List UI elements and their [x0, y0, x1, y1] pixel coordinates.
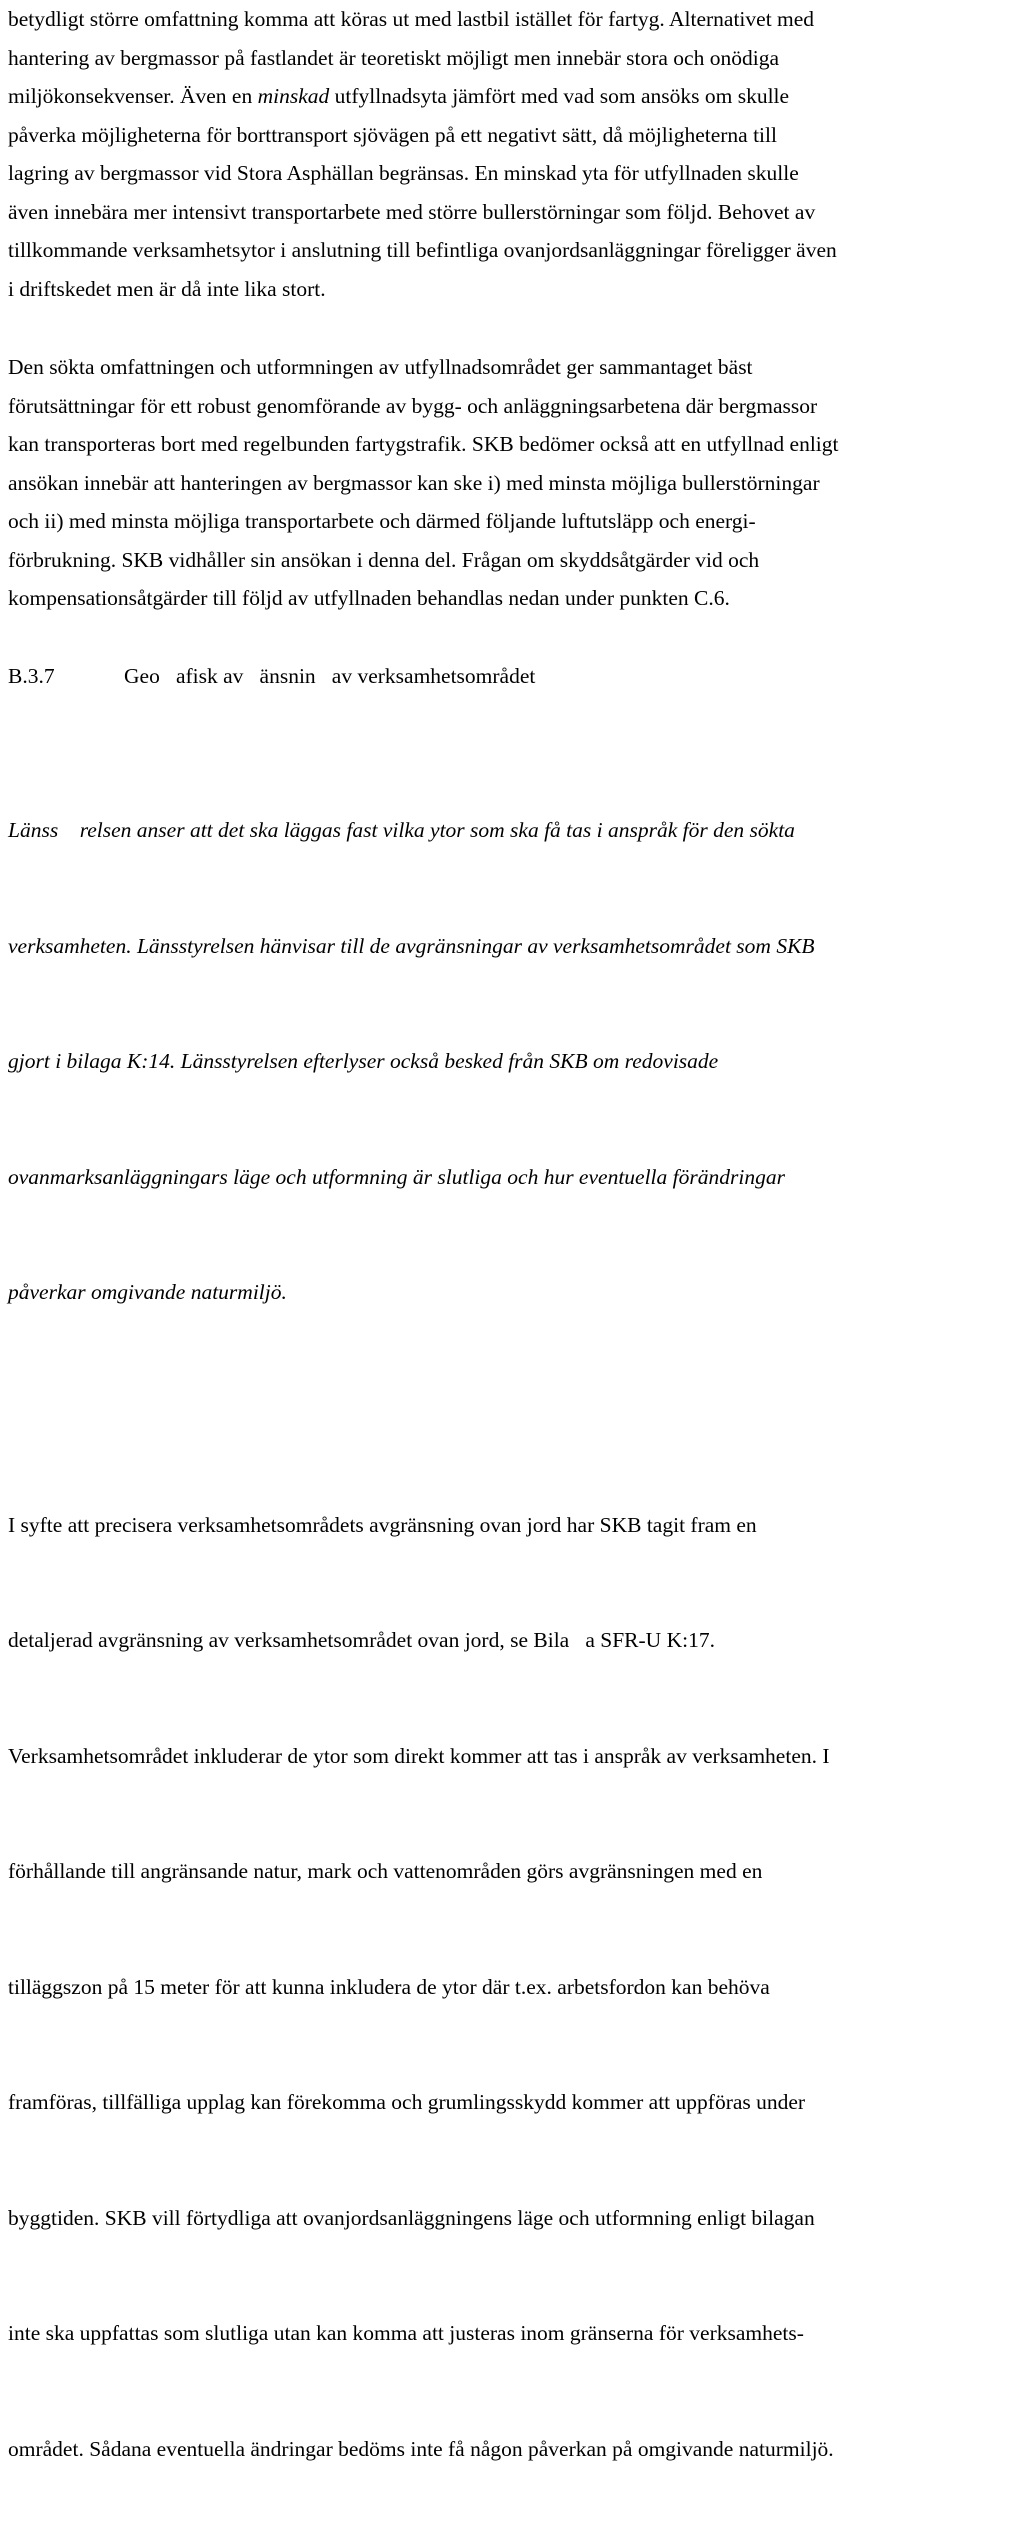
text-line: byggtiden. SKB vill förtydliga att ovanjordsanläggningens läge och utformning enligt bilagan — [8, 2199, 1020, 2238]
emphasis-text: minskad — [258, 84, 330, 108]
paragraph-gap — [8, 1389, 1020, 1429]
text-line: förbrukning. SKB vidhåller sin ansökan i denna del. Frågan om skyddsåtgärder vid och — [8, 541, 1020, 580]
text-line: kompensationsåtgärder till följd av utfyllnaden behandlas nedan under punkten C.6. — [8, 579, 1020, 618]
text-line: framföras, tillfälliga upplag kan förekomma och grumlingsskydd kommer att uppföras under — [8, 2083, 1020, 2122]
paragraph-alternatives — [8, 0, 1020, 308]
text-line: påverka möjligheterna för borttransport sjövägen på ett negativt sätt, då möjligheterna till — [8, 116, 1020, 155]
text-line: Länss relsen anser att det ska läggas fast vilka ytor som ska få tas i anspråk för den sökta — [8, 811, 1020, 850]
section-title: Geo afisk av änsnin av verksamhetsområdet — [124, 657, 535, 696]
text-line — [8, 77, 1020, 116]
text-line: kan transporteras bort med regelbunden fartygstrafik. SKB bedömer också att en utfyllnad enligt — [8, 425, 1020, 464]
text-line: lagring av bergmassor vid Stora Asphällan begränsas. En minskad yta för utfyllnaden skulle — [8, 154, 1020, 193]
text-line: detaljerad avgränsning av verksamhetsområdet ovan jord, se Bila a SFR-U K:17. — [8, 1621, 1020, 1660]
text-line: och ii) med minsta möjliga transportarbete och därmed följande luftutsläpp och energi- — [8, 502, 1020, 541]
text-line: Den sökta omfattningen och utformningen av utfyllnadsområdet ger sammantaget bäst — [8, 348, 1020, 387]
document-page — [8, 0, 1020, 2545]
paragraph-gap — [8, 308, 1020, 348]
text-line: hantering av bergmassor på fastlandet är teoretiskt möjligt men innebär stora och onödiga — [8, 39, 1020, 78]
text-segment: utfyllnadsyta jämfört med vad som ansöks om skulle — [329, 84, 789, 108]
text-line: tillkommande verksamhetsytor i anslutning till befintliga ovanjordsanläggningar föreligger även — [8, 231, 1020, 270]
text-line: Verksamhetsområdet inkluderar de ytor som direkt kommer att tas i anspråk av verksamheten. I — [8, 1737, 1020, 1776]
text-line: förhållande till angränsande natur, mark och vattenområden görs avgränsningen med en — [8, 1852, 1020, 1891]
text-line: förutsättningar för ett robust genomförande av bygg- och anläggningsarbetena där bergmassor — [8, 387, 1020, 426]
text-line: gjort i bilaga K:14. Länsstyrelsen efterlyser också besked från SKB om redovisade — [8, 1042, 1020, 1081]
text-line: ovanmarksanläggningars läge och utformning är slutliga och hur eventuella förändringar — [8, 1158, 1020, 1197]
text-line: ansökan innebär att hanteringen av bergmassor kan ske i) med minsta möjliga bullerstörningar — [8, 464, 1020, 503]
paragraph-county-board-view — [8, 734, 1020, 1389]
text-line: påverkar omgivande naturmiljö. — [8, 1273, 1020, 1312]
text-line: även innebära mer intensivt transportarbete med större bullerstörningar som följd. Behovet av — [8, 193, 1020, 232]
paragraph-skb-response — [8, 1429, 1020, 2545]
section-heading — [8, 657, 1020, 696]
text-line: inte ska uppfattas som slutliga utan kan komma att justeras inom gränserna för verksamhets- — [8, 2314, 1020, 2353]
text-line: betydligt större omfattning komma att köras ut med lastbil istället för fartyg. Alternativet med — [8, 0, 1020, 39]
section-number: B.3.7 — [8, 657, 55, 696]
text-line: verksamheten. Länsstyrelsen hänvisar till de avgränsningar av verksamhetsområdet som SKB — [8, 927, 1020, 966]
text-line: i driftskedet men är då inte lika stort. — [8, 270, 1020, 309]
paragraph-gap — [8, 695, 1020, 734]
text-line: tilläggszon på 15 meter för att kunna inkludera de ytor där t.ex. arbetsfordon kan behöva — [8, 1968, 1020, 2007]
text-segment: miljökonsekvenser. Även en — [8, 84, 258, 108]
text-line: området. Sådana eventuella ändringar bedöms inte få någon påverkan på omgivande naturmiljö. — [8, 2430, 1020, 2469]
paragraph-gap — [8, 618, 1020, 657]
text-line: I syfte att precisera verksamhetsområdets avgränsning ovan jord har SKB tagit fram en — [8, 1506, 1020, 1545]
paragraph-conclusion — [8, 348, 1020, 618]
